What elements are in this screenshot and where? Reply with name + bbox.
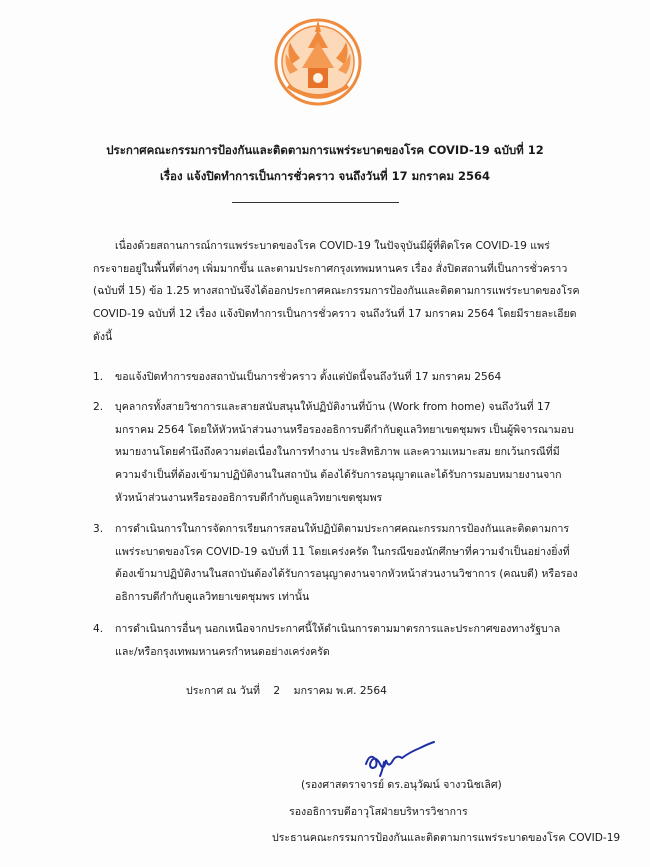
list-item-text: ขอแจ้งปิดทำการของสถาบันเป็นการชั่วคราว ตั้งแต่บัดนี้จนถึงวันที่ 17 มกราคม 2564 [115, 371, 502, 383]
signatory-name: (รองศาสตราจารย์ ดร.อนุวัฒน์ จางวนิชเลิศ) [301, 779, 502, 791]
list-item-text: การดำเนินการในการจัดการเรียนการสอนให้ปฏิบัติตามประกาศคณะกรรมการป้องกันและติดตามการแพร่ระบาดของโรค COVID-19 ฉบับที่ 11 โดยเคร่งครัด ในกรณีของนักศึกษาที่ความจำเป็นอย่างยิ่งที่ต้องเข้ามาปฏิบัติงานในสถาบันต้องได้รับการอนุญาตงานจากหัวหน้าส่วนงานวิชาการ (คณบดี) หรือรองอธิการบดีกำกับดูแลวิทยาเขตชุมพร เท่านั้น [115, 523, 578, 604]
announcement-date: ประกาศ ณ วันที่ 2 มกราคม พ.ศ. 2564 [186, 685, 387, 697]
list-item-text: บุคลากรทั้งสายวิชาการและสายสนับสนุนให้ปฏิบัติงานที่บ้าน (Work from home) จนถึงวันที่ 17 มกราคม 2564 โดยให้หัวหน้าส่วนงานหรือรองอธิการบดีกำกับดูแลวิทยาเขตชุมพร เป็นผู้พิจารณามอบหมายงานโดยคำนึงถึงความต่อเนื่องในการทำงาน ประสิทธิภาพ และความเหมาะสม ยกเว้นกรณีที่มีความจำเป็นที่ต้องเข้ามาปฏิบัติงานในสถาบัน ต้องได้รับการอนุญาตและได้รับการมอบหมายงานจากหัวหน้าส่วนงานหรือรองอธิการบดีกำกับดูแลวิทยาเขตชุมพร [115, 401, 574, 504]
list-item-number: 2. [93, 401, 104, 413]
list-item-text: การดำเนินการอื่นๆ นอกเหนือจากประกาศนี้ให้ดำเนินการตามมาตรการและประกาศของทางรัฐบาล และ/หรือกรุงเทพมหานครกำหนดอย่างเคร่งครัด [115, 623, 561, 658]
list-item-number: 4. [93, 623, 104, 635]
institution-seal-logo [274, 14, 362, 110]
list-item-number: 3. [93, 523, 104, 535]
title-underline-divider [232, 202, 399, 203]
signatory-position: รองอธิการบดีอาวุโสฝ่ายบริหารวิชาการ [289, 806, 468, 818]
handwritten-signature [362, 738, 436, 778]
announcement-subject: เรื่อง แจ้งปิดทำการเป็นการชั่วคราว จนถึงวันที่ 17 มกราคม 2564 [159, 169, 491, 183]
signatory-role: ประธานคณะกรรมการป้องกันและติดตามการแพร่ระบาดของโรค COVID-19 [272, 832, 621, 844]
announcement-title: ประกาศคณะกรรมการป้องกันและติดตามการแพร่ระบาดของโรค COVID-19 ฉบับที่ 12 [106, 143, 544, 157]
intro-paragraph: เนื่องด้วยสถานการณ์การแพร่ระบาดของโรค COVID-19 ในปัจจุบันมีผู้ที่ติดโรค COVID-19 แพร่กระจายอยู่ในพื้นที่ต่างๆ เพิ่มมากขึ้น และตามประกาศกรุงเทพมหานคร เรื่อง สั่งปิดสถานที่เป็นการชั่วคราว (ฉบับที่ 15) ข้อ 1.25 ทางสถาบันจึงได้ออกประกาศคณะกรรมการป้องกันและติดตามการแพร่ระบาดของโรค COVID-19 ฉบับที่ 12 เรื่อง แจ้งปิดทำการเป็นการชั่วคราว จนถึงวันที่ 17 มกราคม 2564 โดยมีรายละเอียดดังนี้ [93, 240, 580, 343]
list-item-number: 1. [93, 371, 104, 383]
